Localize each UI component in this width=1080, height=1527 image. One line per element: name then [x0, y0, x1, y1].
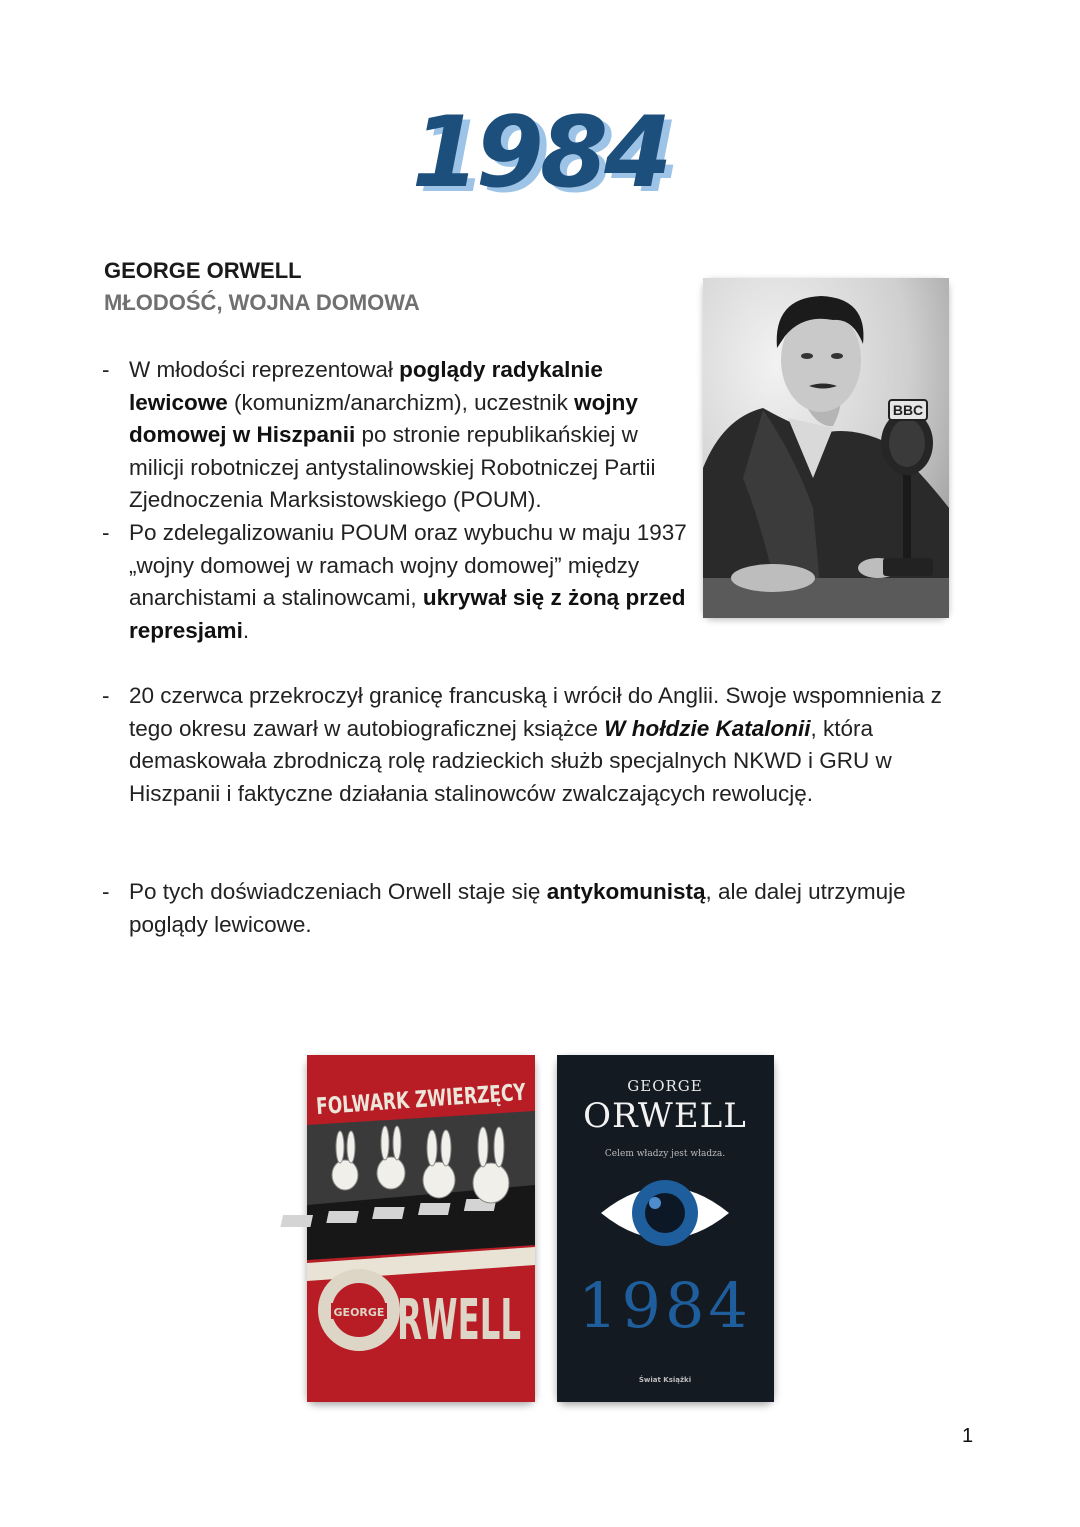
- orwell-portrait-illustration: [703, 278, 949, 618]
- text: .: [242, 617, 250, 643]
- paragraph-2: [102, 517, 689, 647]
- bold-text: poglądy radykalnie lewicowe: [129, 357, 603, 415]
- page-title: 1984: [411, 96, 669, 210]
- bullet-dash: -: [102, 683, 110, 708]
- book1-author-first: GEORGE: [333, 1306, 385, 1319]
- bullet-dash: -: [102, 520, 110, 545]
- 1984-cover-art: [557, 1055, 774, 1402]
- bbc-label: BBC: [892, 402, 924, 418]
- text: (komunizm/anarchizm), uczestnik: [227, 389, 575, 415]
- text: , która demaskowała zbrodniczą rolę radzieckich służb specjalnych NKWD i GRU w Hiszpanii i faktyczne działania stalinowców zwalczających rewolucję.: [129, 715, 892, 806]
- section-subheading: MŁODOŚĆ, WOJNA DOMOWA: [104, 290, 420, 315]
- book1-author-last: RWELL: [397, 1288, 521, 1353]
- folwark-cover-art: [307, 1055, 601, 1402]
- orwell-photo: [703, 278, 949, 618]
- bold-text: ukrywał się z żoną przed represjami: [129, 585, 686, 643]
- book2-author-last: ORWELL: [583, 1096, 747, 1136]
- text: W młodości reprezentował: [129, 357, 400, 382]
- book2-tagline: Celem władzy jest władza.: [604, 1149, 726, 1159]
- bold-text: antykomunistą: [546, 879, 706, 904]
- bullet-dash: -: [102, 879, 110, 904]
- author-heading: GEORGE ORWELL: [104, 258, 302, 283]
- paragraph-1: [102, 354, 689, 517]
- paragraph-3: [102, 680, 959, 810]
- book2-author-first: GEORGE: [627, 1077, 703, 1095]
- bold-italic-text: W hołdzie Katalonii: [604, 715, 811, 741]
- bullet-dash: -: [102, 357, 110, 382]
- page-number: 1: [962, 1425, 974, 1447]
- paragraph-4: [102, 876, 974, 941]
- book1-title: FOLWARK ZWIERZĘCY: [315, 1074, 601, 1121]
- text: po stronie republikańskiej w milicji robotniczej antystalinowskiej Robotniczej Partii Zjednoczenia Marksistowskiego (POUM).: [129, 422, 656, 513]
- bold-text: wojny domowej w Hiszpanii: [129, 389, 638, 448]
- text: Po tych doświadczeniach Orwell staje się: [129, 879, 547, 904]
- book-cover-folwark-zwierzecy: [307, 1055, 601, 1402]
- book-cover-1984: [557, 1055, 774, 1402]
- book2-title: 1984: [578, 1269, 752, 1342]
- text: 20 czerwca przekroczył granicę francuską i wrócił do Anglii. Swoje wspomnienia z tego okresu zawarł w autobiograficznej książce: [129, 683, 942, 741]
- text: Po zdelegalizowaniu POUM oraz wybuchu w maju 1937 „wojny domowej w ramach wojny domowej” między anarchistami a stalinowcami,: [129, 520, 687, 611]
- text: , ale dalej utrzymuje poglądy lewicowe.: [129, 879, 906, 937]
- book2-publisher: Świat Książki: [638, 1376, 692, 1384]
